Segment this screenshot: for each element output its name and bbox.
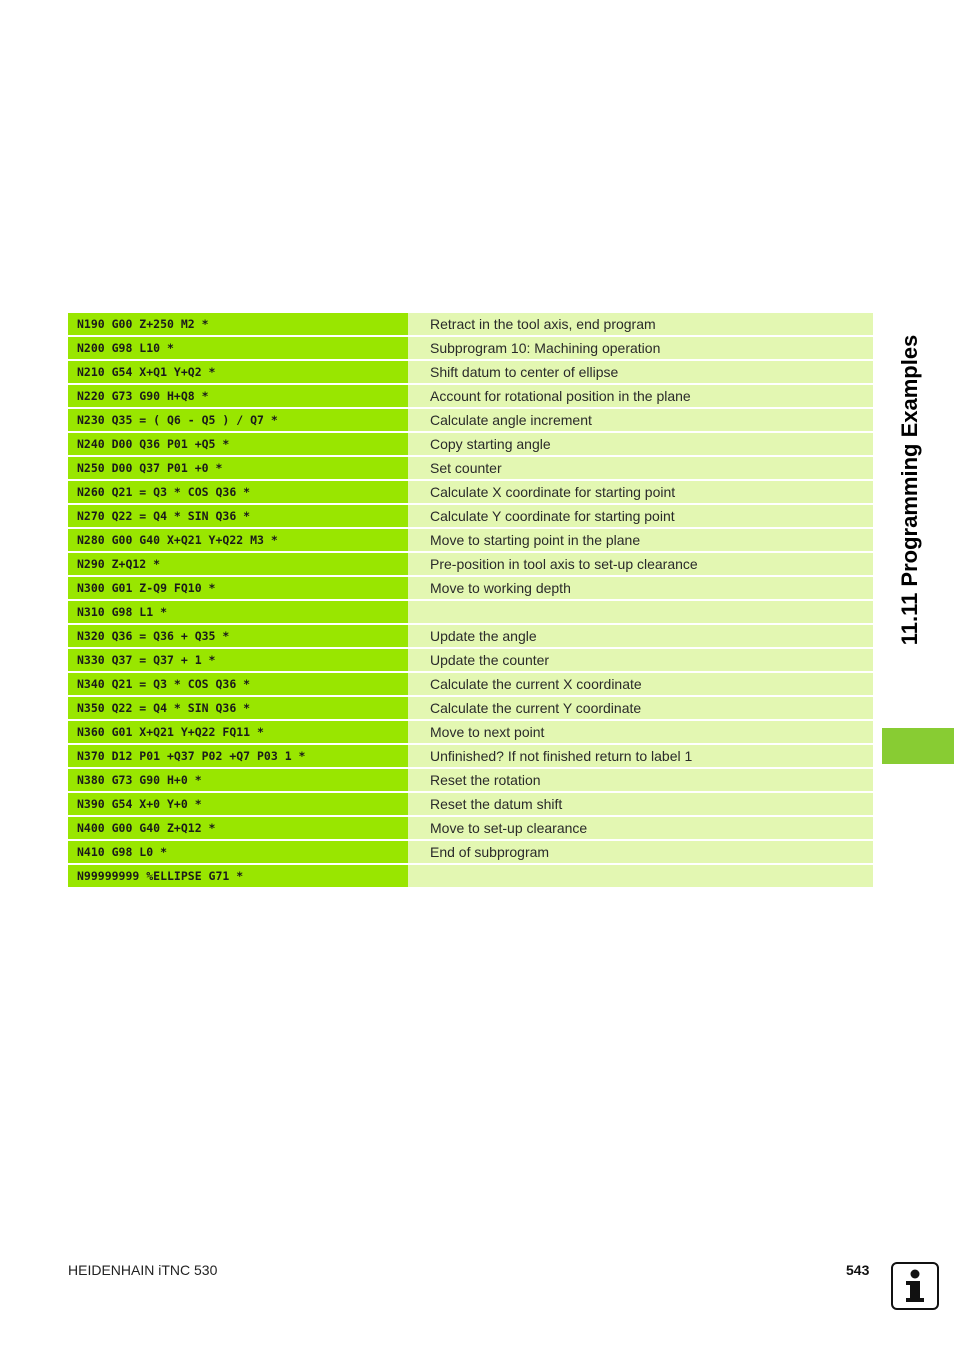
description-cell: End of subprogram bbox=[408, 841, 873, 863]
nc-code-cell: N370 D12 P01 +Q37 P02 +Q7 P03 1 * bbox=[68, 745, 408, 767]
table-row bbox=[68, 385, 873, 409]
description-cell: Calculate angle increment bbox=[408, 409, 873, 431]
nc-code-cell: N250 D00 Q37 P01 +0 * bbox=[68, 457, 408, 479]
nc-code-cell: N210 G54 X+Q1 Y+Q2 * bbox=[68, 361, 408, 383]
table-row bbox=[68, 313, 873, 337]
nc-code-cell: N190 G00 Z+250 M2 * bbox=[68, 313, 408, 335]
table-row bbox=[68, 625, 873, 649]
table-row bbox=[68, 769, 873, 793]
description-cell: Move to working depth bbox=[408, 577, 873, 599]
nc-code-cell: N270 Q22 = Q4 * SIN Q36 * bbox=[68, 505, 408, 527]
info-icon bbox=[891, 1262, 939, 1310]
description-cell: Copy starting angle bbox=[408, 433, 873, 455]
table-row bbox=[68, 649, 873, 673]
table-row bbox=[68, 721, 873, 745]
table-row bbox=[68, 673, 873, 697]
table-row bbox=[68, 409, 873, 433]
table-row bbox=[68, 553, 873, 577]
description-cell: Calculate Y coordinate for starting point bbox=[408, 505, 873, 527]
nc-code-cell: N220 G73 G90 H+Q8 * bbox=[68, 385, 408, 407]
nc-code-cell: N200 G98 L10 * bbox=[68, 337, 408, 359]
description-cell: Unfinished? If not finished return to label 1 bbox=[408, 745, 873, 767]
table-row bbox=[68, 601, 873, 625]
table-row bbox=[68, 697, 873, 721]
table-row bbox=[68, 865, 873, 889]
description-cell bbox=[408, 601, 873, 623]
nc-code-cell: N410 G98 L0 * bbox=[68, 841, 408, 863]
table-row bbox=[68, 361, 873, 385]
description-cell: Move to next point bbox=[408, 721, 873, 743]
nc-code-cell: N310 G98 L1 * bbox=[68, 601, 408, 623]
description-cell: Update the angle bbox=[408, 625, 873, 647]
page-number: 543 bbox=[846, 1262, 870, 1278]
nc-code-cell: N320 Q36 = Q36 + Q35 * bbox=[68, 625, 408, 647]
table-row bbox=[68, 433, 873, 457]
manual-name: HEIDENHAIN iTNC 530 bbox=[68, 1262, 218, 1278]
description-cell: Calculate the current X coordinate bbox=[408, 673, 873, 695]
description-cell: Subprogram 10: Machining operation bbox=[408, 337, 873, 359]
description-cell: Reset the rotation bbox=[408, 769, 873, 791]
nc-code-cell: N340 Q21 = Q3 * COS Q36 * bbox=[68, 673, 408, 695]
description-cell: Move to set-up clearance bbox=[408, 817, 873, 839]
table-row bbox=[68, 457, 873, 481]
table-row bbox=[68, 481, 873, 505]
table-row bbox=[68, 745, 873, 769]
program-listing-table bbox=[68, 313, 873, 889]
description-cell: Retract in the tool axis, end program bbox=[408, 313, 873, 335]
nc-code-cell: N240 D00 Q36 P01 +Q5 * bbox=[68, 433, 408, 455]
table-row bbox=[68, 337, 873, 361]
nc-code-cell: N230 Q35 = ( Q6 - Q5 ) / Q7 * bbox=[68, 409, 408, 431]
nc-code-cell: N360 G01 X+Q21 Y+Q22 FQ11 * bbox=[68, 721, 408, 743]
description-cell: Set counter bbox=[408, 457, 873, 479]
nc-code-cell: N400 G00 G40 Z+Q12 * bbox=[68, 817, 408, 839]
table-row bbox=[68, 505, 873, 529]
nc-code-cell: N260 Q21 = Q3 * COS Q36 * bbox=[68, 481, 408, 503]
nc-code-cell: N99999999 %ELLIPSE G71 * bbox=[68, 865, 408, 887]
description-cell: Shift datum to center of ellipse bbox=[408, 361, 873, 383]
table-row bbox=[68, 793, 873, 817]
table-row bbox=[68, 841, 873, 865]
description-cell bbox=[408, 865, 873, 887]
nc-code-cell: N300 G01 Z-Q9 FQ10 * bbox=[68, 577, 408, 599]
nc-code-cell: N330 Q37 = Q37 + 1 * bbox=[68, 649, 408, 671]
table-row bbox=[68, 529, 873, 553]
nc-code-cell: N350 Q22 = Q4 * SIN Q36 * bbox=[68, 697, 408, 719]
chapter-tab-marker bbox=[882, 728, 954, 764]
table-row bbox=[68, 817, 873, 841]
nc-code-cell: N290 Z+Q12 * bbox=[68, 553, 408, 575]
nc-code-cell: N390 G54 X+0 Y+0 * bbox=[68, 793, 408, 815]
description-cell: Account for rotational position in the plane bbox=[408, 385, 873, 407]
nc-code-cell: N280 G00 G40 X+Q21 Y+Q22 M3 * bbox=[68, 529, 408, 551]
chapter-title: 11.11 Programming Examples bbox=[897, 334, 922, 646]
description-cell: Update the counter bbox=[408, 649, 873, 671]
description-cell: Move to starting point in the plane bbox=[408, 529, 873, 551]
table-row bbox=[68, 577, 873, 601]
nc-code-cell: N380 G73 G90 H+0 * bbox=[68, 769, 408, 791]
description-cell: Reset the datum shift bbox=[408, 793, 873, 815]
description-cell: Calculate the current Y coordinate bbox=[408, 697, 873, 719]
description-cell: Calculate X coordinate for starting point bbox=[408, 481, 873, 503]
description-cell: Pre-position in tool axis to set-up clearance bbox=[408, 553, 873, 575]
